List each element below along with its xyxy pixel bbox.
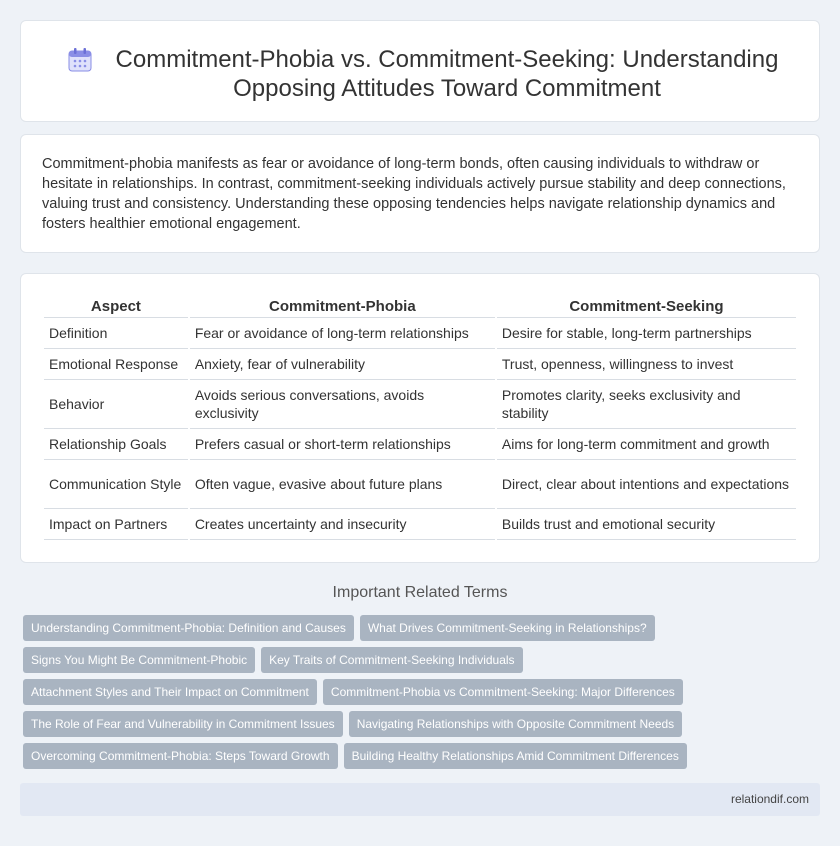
intro-paragraph: Commitment-phobia manifests as fear or avoidance of long-term bonds, often causing individuals to withdraw or hesitate in relationships. In contrast, commitment-seeking individuals actively pursue stability and deep connections, valuing trust and consistency. Understanding these opposing tendencies helps navigate relationship dynamics and fosters healthier emotional engagement. [42, 156, 786, 232]
related-term-link[interactable]: Signs You Might Be Commitment-Phobic [23, 647, 255, 673]
related-terms-list [23, 615, 823, 775]
table-row [44, 460, 796, 509]
row-phobia: Avoids serious conversations, avoids exclusivity [190, 380, 495, 429]
table-row [44, 429, 796, 460]
related-term-link[interactable]: The Role of Fear and Vulnerability in Commitment Issues [23, 711, 343, 737]
title-wrap [21, 45, 821, 103]
related-term-link[interactable]: Navigating Relationships with Opposite Commitment Needs [349, 711, 682, 737]
related-term-link[interactable]: Commitment-Phobia vs Commitment-Seeking: Major Differences [323, 679, 683, 705]
related-term-link[interactable]: Understanding Commitment-Phobia: Definition and Causes [23, 615, 354, 641]
header-commitment-seeking: Commitment-Seeking [497, 294, 796, 318]
row-seeking: Direct, clear about intentions and expectations [497, 460, 796, 509]
tag-row [23, 679, 823, 711]
row-phobia: Often vague, evasive about future plans [190, 460, 495, 509]
row-aspect: Definition [44, 318, 188, 349]
row-seeking: Promotes clarity, seeks exclusivity and stability [497, 380, 796, 429]
page-title: Commitment-Phobia vs. Commitment-Seeking: Understanding Opposing Attitudes Toward Commitment [115, 46, 779, 102]
row-aspect: Communication Style [44, 460, 188, 509]
header-commitment-phobia: Commitment-Phobia [190, 294, 495, 318]
calendar-icon [67, 47, 93, 73]
title-card [20, 20, 820, 122]
table-row [44, 318, 796, 349]
row-aspect: Emotional Response [44, 349, 188, 380]
intro-card [20, 134, 820, 253]
related-term-link[interactable]: Key Traits of Commitment-Seeking Individuals [261, 647, 522, 673]
related-term-link[interactable]: Attachment Styles and Their Impact on Commitment [23, 679, 317, 705]
footer-site-name: relationdif.com [730, 792, 809, 806]
tag-row [23, 711, 823, 743]
row-seeking: Trust, openness, willingness to invest [497, 349, 796, 380]
related-terms-heading: Important Related Terms [332, 584, 508, 601]
tag-row [23, 615, 823, 647]
row-phobia: Fear or avoidance of long-term relationships [190, 318, 495, 349]
related-term-link[interactable]: What Drives Commitment-Seeking in Relationships? [360, 615, 655, 641]
row-phobia: Prefers casual or short-term relationships [190, 429, 495, 460]
row-phobia: Anxiety, fear of vulnerability [190, 349, 495, 380]
tag-row [23, 743, 823, 775]
row-seeking: Builds trust and emotional security [497, 509, 796, 540]
tag-row [23, 647, 823, 679]
footer [20, 783, 820, 816]
table-row [44, 349, 796, 380]
row-phobia: Creates uncertainty and insecurity [190, 509, 495, 540]
table-header-row [44, 294, 796, 318]
row-aspect: Impact on Partners [44, 509, 188, 540]
table-row [44, 509, 796, 540]
related-term-link[interactable]: Overcoming Commitment-Phobia: Steps Toward Growth [23, 743, 338, 769]
row-aspect: Relationship Goals [44, 429, 188, 460]
row-seeking: Aims for long-term commitment and growth [497, 429, 796, 460]
row-seeking: Desire for stable, long-term partnerships [497, 318, 796, 349]
comparison-card [20, 273, 820, 563]
related-term-link[interactable]: Building Healthy Relationships Amid Commitment Differences [344, 743, 687, 769]
comparison-table [42, 294, 798, 540]
table-row [44, 380, 796, 429]
row-aspect: Behavior [44, 380, 188, 429]
header-aspect: Aspect [44, 294, 188, 318]
